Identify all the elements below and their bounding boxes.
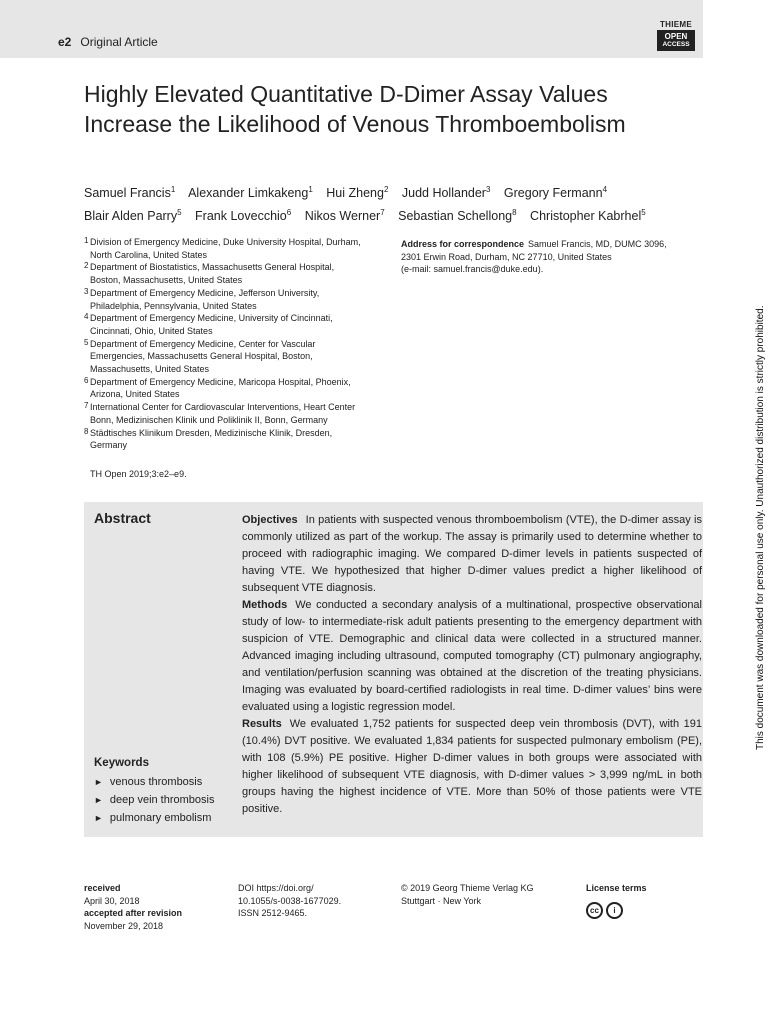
author-affiliation-mark: 1 <box>308 185 313 194</box>
abstract-section-text: We evaluated 1,752 patients for suspected deep vein thrombosis (DVT), with 191 (10.4%) DVT positive. We evaluated 1,834 patients for suspected pulmonary embolism (PE), with 108 (5.9%) PE positive. Higher D-dimer values in both groups were associated with higher likelihood of subsequent VTE diagnosis, with D-dimer values > 3,999 ng/mL in both groups having the highest incidence of VTE. More than 50% of those patients were VTE positive. <box>242 718 702 815</box>
author-affiliation-mark: 2 <box>383 185 389 194</box>
abstract-body <box>242 512 702 818</box>
abstract-section <box>242 716 702 818</box>
distribution-notice: This document was downloaded for personal use only. Unauthorized distribution is strictly prohibited. <box>755 305 766 750</box>
doi-block: DOI https://doi.org/ 10.1055/s-0038-1677029. ISSN 2512-9465. <box>238 883 342 919</box>
abstract-section-label: Results <box>242 718 282 730</box>
author-name: Blair Alden Parry$^5$ <box>84 208 182 224</box>
citation: TH Open 2019;3:e2–e9. <box>90 469 187 479</box>
author-name: Nikos Werner$^7$ <box>304 208 385 224</box>
article-title: Highly Elevated Quantitative D-Dimer Assay Values Increase the Likelihood of Venous Thromboembolism <box>84 81 626 137</box>
affiliation-item: 3 Department of Emergency Medicine, Jefferson University, Philadelphia, Pennsylvania, United States <box>84 286 320 311</box>
triangle-bullet-icon: ► <box>94 813 103 823</box>
abstract-section-label: Methods <box>242 599 288 611</box>
affiliation-item: 7 International Center for Cardiovascular Interventions, Heart Center Bonn, Medizinischen Klinik und Poliklinik II, Bonn, Germany <box>84 401 356 425</box>
abstract-section <box>242 512 702 597</box>
abstract-heading: Abstract <box>94 510 151 526</box>
article-dates: received April 30, 2018 accepted after revision November 29, 2018 <box>84 883 183 932</box>
thieme-open-access-logo: THIEME OPEN ACCESS <box>657 20 695 51</box>
author-affiliation-mark: 4 <box>602 185 608 194</box>
affiliation-item: 4 Department of Emergency Medicine, University of Cincinnati, Cincinnati, Ohio, United States <box>84 312 333 336</box>
license-block <box>586 882 647 919</box>
page-number: e2 <box>58 35 72 49</box>
keywords-block <box>94 754 214 827</box>
license-terms-link[interactable]: License terms <box>586 883 647 893</box>
keyword-item: ► pulmonary embolism <box>94 812 212 824</box>
header-bar <box>0 0 703 58</box>
author-affiliation-mark: 5 <box>177 208 182 218</box>
section-label: Original Article <box>80 35 158 49</box>
author-name: Gregory Fermann$^4$ <box>503 185 608 201</box>
author-affiliation-mark: 5 <box>641 208 646 218</box>
author-list <box>84 180 684 226</box>
keywords-heading: Keywords <box>94 757 149 769</box>
by-icon: i <box>606 902 623 919</box>
author-affiliation-mark: 6 <box>286 208 292 218</box>
author-name: Sebastian Schellong$^8$ <box>398 208 517 224</box>
author-name: Judd Hollander$^3$ <box>401 185 491 201</box>
cc-icon: cc <box>586 902 603 919</box>
author-affiliation-mark: 7 <box>380 208 385 218</box>
author-affiliation-mark: 1 <box>170 185 176 194</box>
affiliation-item: 1 Division of Emergency Medicine, Duke University Hospital, Durham, North Carolina, United States <box>84 236 361 260</box>
keyword-item: ► venous thrombosis <box>94 776 203 788</box>
author-affiliation-mark: 8 <box>512 208 517 218</box>
running-header <box>58 35 158 49</box>
author-name: Hui Zheng$^2$ <box>326 185 389 201</box>
author-affiliation-mark: 3 <box>485 185 491 194</box>
affiliation-item: 6 Department of Emergency Medicine, Maricopa Hospital, Phoenix, Arizona, United States <box>84 375 351 400</box>
doi-link[interactable]: https://doi.org/ <box>256 883 314 893</box>
author-name: Frank Lovecchio$^6$ <box>195 208 292 224</box>
affiliation-list <box>84 236 394 452</box>
publisher-block: © 2019 Georg Thieme Verlag KG Stuttgart · New York <box>401 883 534 906</box>
abstract-section-text: In patients with suspected venous thromboembolism (VTE), the D-dimer assay is commonly utilized as part of the workup. The assay is primarily used to determine whether to proceed with radiographic imaging. We compared D-dimer levels in patients suspected of having VTE. We hypothesized that higher D-dimer values predict a higher likelihood of subsequent VTE diagnosis. <box>242 514 702 594</box>
triangle-bullet-icon: ► <box>94 777 103 787</box>
correspondence-email[interactable]: (e-mail: samuel.francis@duke.edu). <box>401 264 544 275</box>
author-name: Alexander Limkakeng$^1$ <box>188 185 313 201</box>
affiliation-item: 5 Department of Emergency Medicine, Center for Vascular Emergencies, Massachusetts General Hospital, Boston, Massachusetts, United States <box>84 337 316 375</box>
keyword-item: ► deep vein thrombosis <box>94 794 215 806</box>
triangle-bullet-icon: ► <box>94 795 103 805</box>
author-name: Samuel Francis$^1$ <box>84 185 176 201</box>
abstract-section-label: Objectives <box>242 514 298 526</box>
affiliation-item: 2 Department of Biostatistics, Massachusetts General Hospital, Boston, Massachusetts, United States <box>84 261 335 286</box>
abstract-section <box>242 597 702 716</box>
correspondence-address: Address for correspondence Samuel Francis, MD, DUMC 3096, 2301 Erwin Road, Durham, NC 27710, United States (e-mail: samuel.francis@duke.edu). <box>401 239 667 275</box>
author-name: Christopher Kabrhel$^5$ <box>530 208 646 224</box>
affiliation-item: 8 Städtisches Klinikum Dresden, Medizinische Klinik, Dresden, Germany <box>84 426 333 451</box>
abstract-section-text: We conducted a secondary analysis of a multinational, prospective observational study of low- to intermediate-risk adult patients presenting to the emergency department with suspicion of VTE. Demographic and clinical data were collected in a structured manner. Advanced imaging including ultrasound, computed tomography (CT) pulmonary angiography, and ventilation/perfusion scanning was obtained at the discretion of the treating physicians. Imaging was evaluated by board-certified radiologists in real time. D-dimer values’ bins were evaluated using a logistic regression model. <box>242 599 702 713</box>
